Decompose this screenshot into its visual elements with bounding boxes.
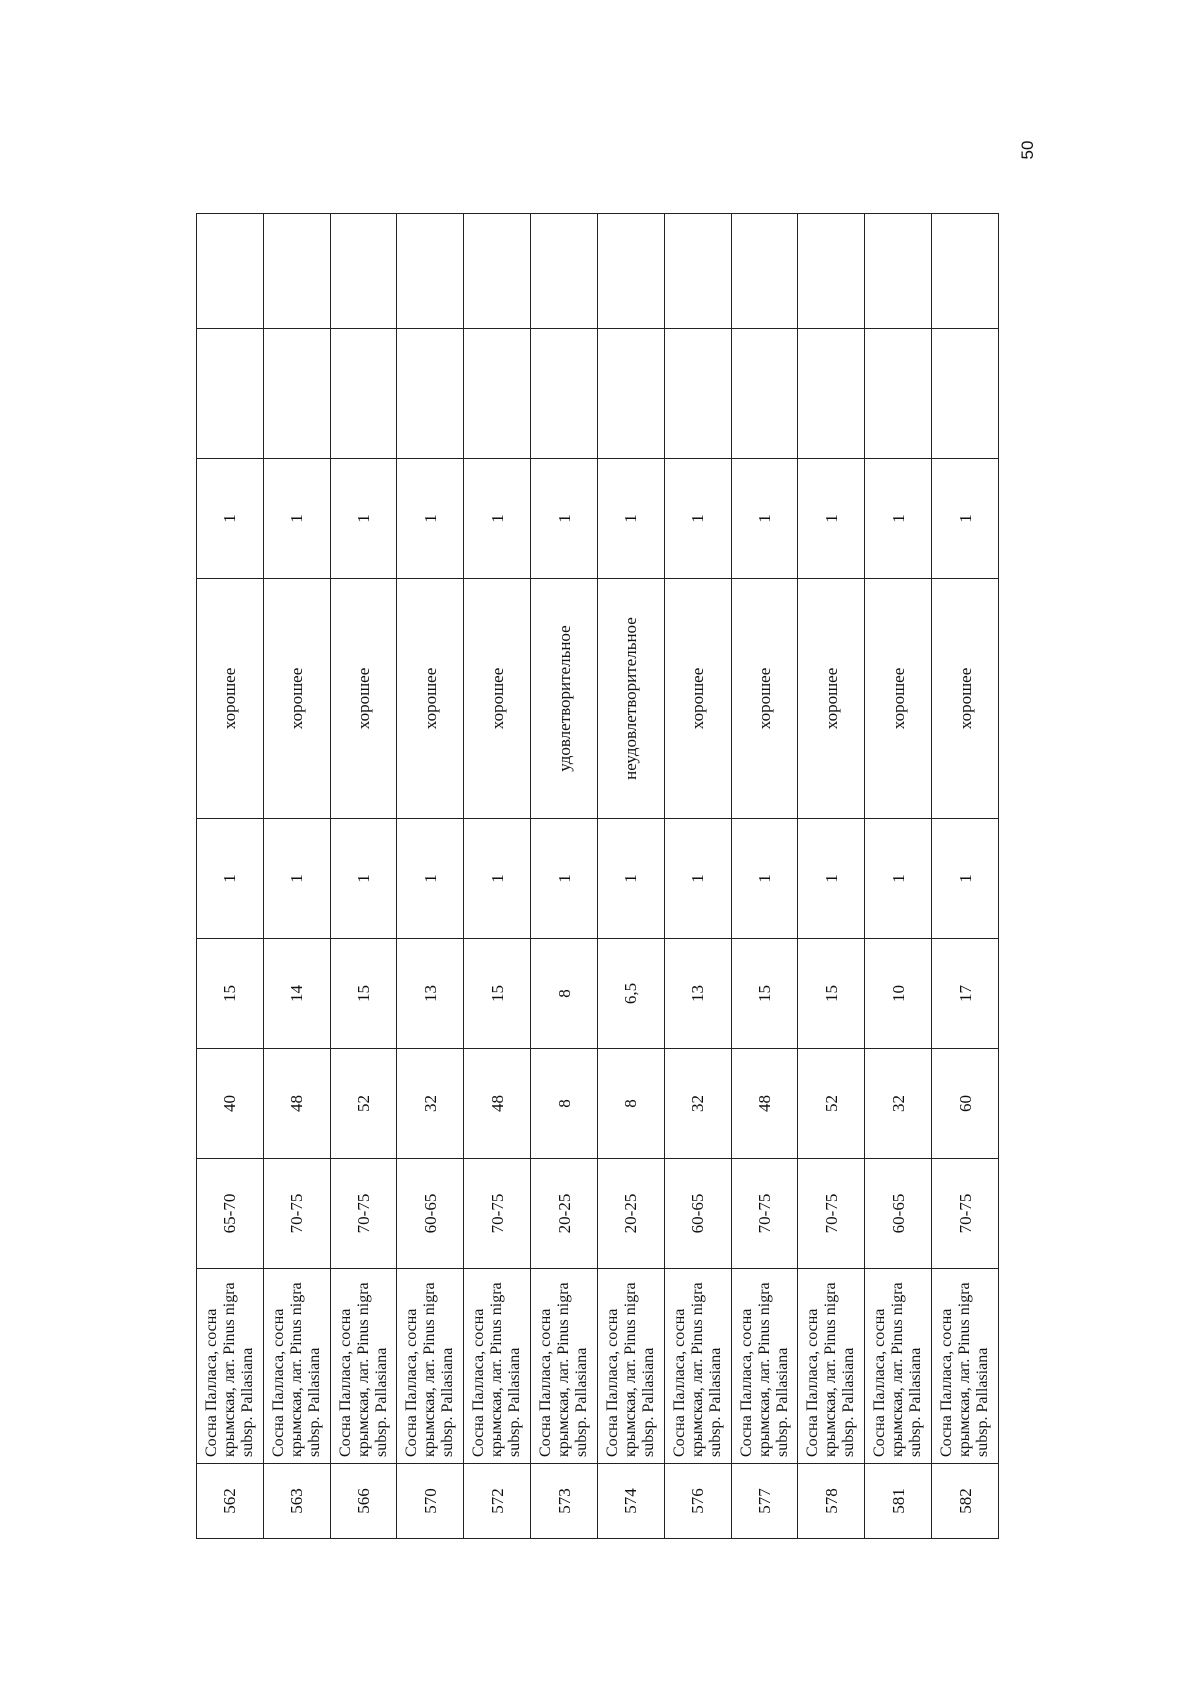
tree-inventory-table xyxy=(196,213,999,1539)
table-row xyxy=(531,214,598,1539)
cell-diameter: 32 xyxy=(397,1049,464,1159)
table-row xyxy=(397,214,464,1539)
cell-age: 20-25 xyxy=(597,1159,664,1269)
cell-empty-1 xyxy=(731,329,798,459)
cell-condition: хорошее xyxy=(865,579,932,819)
cell-count: 1 xyxy=(932,819,999,939)
cell-count: 1 xyxy=(397,819,464,939)
table-body xyxy=(197,214,999,1539)
cell-condition: хорошее xyxy=(330,579,397,819)
cell-age: 65-70 xyxy=(197,1159,264,1269)
cell-empty-2 xyxy=(932,214,999,329)
cell-condition: хорошее xyxy=(464,579,531,819)
tree-inventory-table-wrap xyxy=(196,214,999,1539)
cell-age: 60-65 xyxy=(664,1159,731,1269)
cell-count: 1 xyxy=(531,819,598,939)
cell-height: 8 xyxy=(531,939,598,1049)
cell-empty-2 xyxy=(197,214,264,329)
cell-species: Сосна Палласа, сосна крымская, лат. Pinus nigra subsp. Pallasiana xyxy=(263,1269,330,1464)
cell-count-2: 1 xyxy=(397,459,464,579)
cell-species: Сосна Палласа, сосна крымская, лат. Pinus nigra subsp. Pallasiana xyxy=(865,1269,932,1464)
table-row xyxy=(464,214,531,1539)
cell-empty-1 xyxy=(664,329,731,459)
cell-count: 1 xyxy=(865,819,932,939)
cell-height: 17 xyxy=(932,939,999,1049)
cell-count: 1 xyxy=(464,819,531,939)
cell-age: 70-75 xyxy=(932,1159,999,1269)
table-row xyxy=(330,214,397,1539)
cell-count: 1 xyxy=(597,819,664,939)
cell-number: 574 xyxy=(597,1464,664,1539)
page-number: 50 xyxy=(1018,140,1037,160)
cell-empty-1 xyxy=(865,329,932,459)
cell-diameter: 52 xyxy=(330,1049,397,1159)
cell-species: Сосна Палласа, сосна крымская, лат. Pinus nigra subsp. Pallasiana xyxy=(798,1269,865,1464)
cell-count-2: 1 xyxy=(330,459,397,579)
cell-count-2: 1 xyxy=(731,459,798,579)
cell-empty-2 xyxy=(464,214,531,329)
cell-species: Сосна Палласа, сосна крымская, лат. Pinus nigra subsp. Pallasiana xyxy=(464,1269,531,1464)
cell-condition: хорошее xyxy=(932,579,999,819)
cell-age: 70-75 xyxy=(798,1159,865,1269)
cell-diameter: 48 xyxy=(731,1049,798,1159)
cell-species: Сосна Палласа, сосна крымская, лат. Pinus nigra subsp. Pallasiana xyxy=(597,1269,664,1464)
cell-number: 576 xyxy=(664,1464,731,1539)
table-row xyxy=(731,214,798,1539)
cell-empty-1 xyxy=(531,329,598,459)
cell-diameter: 40 xyxy=(197,1049,264,1159)
cell-empty-2 xyxy=(731,214,798,329)
cell-condition: хорошее xyxy=(664,579,731,819)
cell-diameter: 32 xyxy=(664,1049,731,1159)
cell-number: 573 xyxy=(531,1464,598,1539)
cell-empty-2 xyxy=(664,214,731,329)
table-row xyxy=(197,214,264,1539)
cell-height: 15 xyxy=(197,939,264,1049)
cell-diameter: 60 xyxy=(932,1049,999,1159)
cell-number: 581 xyxy=(865,1464,932,1539)
cell-empty-1 xyxy=(798,329,865,459)
cell-empty-1 xyxy=(464,329,531,459)
cell-count-2: 1 xyxy=(464,459,531,579)
cell-age: 60-65 xyxy=(397,1159,464,1269)
cell-empty-1 xyxy=(197,329,264,459)
table-row xyxy=(798,214,865,1539)
cell-empty-2 xyxy=(397,214,464,329)
cell-count: 1 xyxy=(263,819,330,939)
cell-age: 70-75 xyxy=(263,1159,330,1269)
cell-age: 70-75 xyxy=(330,1159,397,1269)
cell-age: 20-25 xyxy=(531,1159,598,1269)
cell-number: 582 xyxy=(932,1464,999,1539)
cell-condition: хорошее xyxy=(263,579,330,819)
cell-diameter: 48 xyxy=(464,1049,531,1159)
cell-empty-1 xyxy=(330,329,397,459)
cell-count-2: 1 xyxy=(932,459,999,579)
cell-empty-1 xyxy=(397,329,464,459)
cell-height: 15 xyxy=(464,939,531,1049)
cell-condition: хорошее xyxy=(731,579,798,819)
cell-empty-2 xyxy=(531,214,598,329)
cell-condition: неудовлетворительное xyxy=(597,579,664,819)
cell-condition: хорошее xyxy=(798,579,865,819)
cell-count: 1 xyxy=(197,819,264,939)
cell-number: 578 xyxy=(798,1464,865,1539)
cell-empty-1 xyxy=(597,329,664,459)
cell-empty-2 xyxy=(865,214,932,329)
cell-number: 566 xyxy=(330,1464,397,1539)
cell-condition: хорошее xyxy=(397,579,464,819)
cell-condition: хорошее xyxy=(197,579,264,819)
cell-count-2: 1 xyxy=(531,459,598,579)
cell-diameter: 32 xyxy=(865,1049,932,1159)
cell-age: 70-75 xyxy=(731,1159,798,1269)
cell-height: 6,5 xyxy=(597,939,664,1049)
cell-count: 1 xyxy=(664,819,731,939)
cell-diameter: 8 xyxy=(597,1049,664,1159)
cell-species: Сосна Палласа, сосна крымская, лат. Pinus nigra subsp. Pallasiana xyxy=(932,1269,999,1464)
cell-count-2: 1 xyxy=(263,459,330,579)
cell-diameter: 48 xyxy=(263,1049,330,1159)
cell-diameter: 52 xyxy=(798,1049,865,1159)
cell-count: 1 xyxy=(798,819,865,939)
table-row xyxy=(597,214,664,1539)
cell-number: 562 xyxy=(197,1464,264,1539)
cell-age: 60-65 xyxy=(865,1159,932,1269)
cell-height: 14 xyxy=(263,939,330,1049)
cell-number: 577 xyxy=(731,1464,798,1539)
cell-empty-2 xyxy=(330,214,397,329)
table-row xyxy=(263,214,330,1539)
cell-species: Сосна Палласа, сосна крымская, лат. Pinus nigra subsp. Pallasiana xyxy=(397,1269,464,1464)
cell-height: 10 xyxy=(865,939,932,1049)
cell-species: Сосна Палласа, сосна крымская, лат. Pinus nigra subsp. Pallasiana xyxy=(330,1269,397,1464)
table-row xyxy=(932,214,999,1539)
cell-empty-2 xyxy=(597,214,664,329)
cell-count: 1 xyxy=(330,819,397,939)
cell-empty-2 xyxy=(263,214,330,329)
cell-species: Сосна Палласа, сосна крымская, лат. Pinus nigra subsp. Pallasiana xyxy=(731,1269,798,1464)
cell-species: Сосна Палласа, сосна крымская, лат. Pinus nigra subsp. Pallasiana xyxy=(664,1269,731,1464)
table-row xyxy=(664,214,731,1539)
cell-species: Сосна Палласа, сосна крымская, лат. Pinus nigra subsp. Pallasiana xyxy=(197,1269,264,1464)
cell-condition: удовлетворительное xyxy=(531,579,598,819)
cell-count-2: 1 xyxy=(865,459,932,579)
cell-count-2: 1 xyxy=(197,459,264,579)
cell-age: 70-75 xyxy=(464,1159,531,1269)
cell-empty-2 xyxy=(798,214,865,329)
cell-height: 13 xyxy=(397,939,464,1049)
cell-count-2: 1 xyxy=(664,459,731,579)
cell-species: Сосна Палласа, сосна крымская, лат. Pinus nigra subsp. Pallasiana xyxy=(531,1269,598,1464)
cell-height: 13 xyxy=(664,939,731,1049)
cell-count-2: 1 xyxy=(798,459,865,579)
cell-height: 15 xyxy=(731,939,798,1049)
cell-number: 570 xyxy=(397,1464,464,1539)
cell-height: 15 xyxy=(330,939,397,1049)
cell-empty-1 xyxy=(263,329,330,459)
cell-diameter: 8 xyxy=(531,1049,598,1159)
cell-height: 15 xyxy=(798,939,865,1049)
cell-count-2: 1 xyxy=(597,459,664,579)
table-row xyxy=(865,214,932,1539)
cell-empty-1 xyxy=(932,329,999,459)
cell-count: 1 xyxy=(731,819,798,939)
cell-number: 572 xyxy=(464,1464,531,1539)
cell-number: 563 xyxy=(263,1464,330,1539)
